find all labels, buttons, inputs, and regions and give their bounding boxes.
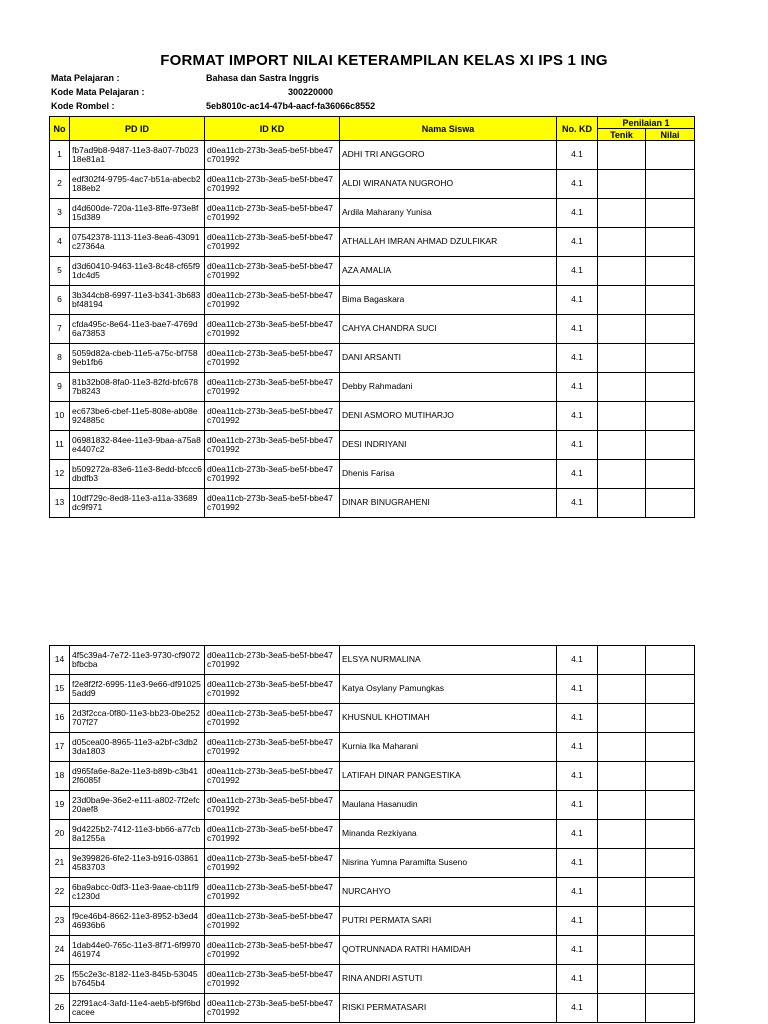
header-nilai: Nilai (646, 129, 695, 141)
row-pd-id: 23d0ba9e-36e2-e111-a802-7f2efc20aef8 (70, 791, 205, 820)
row-no-kd: 4.1 (557, 431, 598, 460)
row-pd-id: 06981832-84ee-11e3-9baa-a75a8e4407c2 (70, 431, 205, 460)
row-no-kd: 4.1 (557, 141, 598, 170)
row-nama-siswa: AZA AMALIA (340, 257, 557, 286)
row-nilai[interactable] (646, 733, 695, 762)
row-no: 13 (50, 489, 70, 518)
row-teknik[interactable] (598, 170, 646, 199)
row-pd-id: edf302f4-9795-4ac7-b51a-abecb2188eb2 (70, 170, 205, 199)
row-nama-siswa: RINA ANDRI ASTUTI (340, 965, 557, 994)
row-pd-id: d965fa6e-8a2e-11e3-b89b-c3b412f6085f (70, 762, 205, 791)
row-teknik[interactable] (598, 849, 646, 878)
row-nama-siswa: ATHALLAH IMRAN AHMAD DZULFIKAR (340, 228, 557, 257)
row-pd-id: 9e399826-6fe2-11e3-b916-038614583703 (70, 849, 205, 878)
row-teknik[interactable] (598, 344, 646, 373)
row-id-kd: d0ea11cb-273b-3ea5-be5f-bbe47c701992 (205, 646, 340, 675)
row-id-kd: d0ea11cb-273b-3ea5-be5f-bbe47c701992 (205, 733, 340, 762)
row-nilai[interactable] (646, 315, 695, 344)
row-no-kd: 4.1 (557, 733, 598, 762)
header-id-kd: ID KD (205, 117, 340, 141)
row-nilai[interactable] (646, 791, 695, 820)
table-row (50, 344, 695, 373)
row-no-kd: 4.1 (557, 460, 598, 489)
row-no-kd: 4.1 (557, 936, 598, 965)
row-nilai[interactable] (646, 704, 695, 733)
row-teknik[interactable] (598, 402, 646, 431)
table-row (50, 849, 695, 878)
table-row (50, 373, 695, 402)
table-row (50, 489, 695, 518)
meta-rombel-label: Kode Rombel : (51, 101, 115, 111)
row-nilai[interactable] (646, 228, 695, 257)
meta-kode-mapel-value: 300220000 (288, 87, 334, 97)
row-pd-id: 07542378-1113-11e3-8ea6-43091c27364a (70, 228, 205, 257)
row-nama-siswa: Debby Rahmadani (340, 373, 557, 402)
row-no-kd: 4.1 (557, 315, 598, 344)
row-id-kd: d0ea11cb-273b-3ea5-be5f-bbe47c701992 (205, 849, 340, 878)
row-nama-siswa: Bima Bagaskara (340, 286, 557, 315)
row-pd-id: f9ce46b4-8662-11e3-8952-b3ed446936b6 (70, 907, 205, 936)
row-no: 15 (50, 675, 70, 704)
row-id-kd: d0ea11cb-273b-3ea5-be5f-bbe47c701992 (205, 878, 340, 907)
meta-mapel (51, 73, 651, 84)
row-no-kd: 4.1 (557, 286, 598, 315)
row-teknik[interactable] (598, 646, 646, 675)
table-row (50, 733, 695, 762)
row-pd-id: ec673be6-cbef-11e5-808e-ab08e924885c (70, 402, 205, 431)
row-id-kd: d0ea11cb-273b-3ea5-be5f-bbe47c701992 (205, 791, 340, 820)
row-no: 3 (50, 199, 70, 228)
row-no: 14 (50, 646, 70, 675)
row-pd-id: 5059d82a-cbeb-11e5-a75c-bf7589eb1fb6 (70, 344, 205, 373)
table-row (50, 315, 695, 344)
row-id-kd: d0ea11cb-273b-3ea5-be5f-bbe47c701992 (205, 489, 340, 518)
row-no: 26 (50, 994, 70, 1023)
row-no: 2 (50, 170, 70, 199)
row-pd-id: 22f91ac4-3afd-11e4-aeb5-bf9f6bdcacee (70, 994, 205, 1023)
row-no-kd: 4.1 (557, 849, 598, 878)
row-id-kd: d0ea11cb-273b-3ea5-be5f-bbe47c701992 (205, 141, 340, 170)
table-row (50, 199, 695, 228)
row-no: 25 (50, 965, 70, 994)
row-pd-id: b509272a-83e6-11e3-8edd-bfccc6dbdfb3 (70, 460, 205, 489)
row-no-kd: 4.1 (557, 820, 598, 849)
row-teknik[interactable] (598, 431, 646, 460)
table-row (50, 936, 695, 965)
row-no-kd: 4.1 (557, 170, 598, 199)
meta-rombel (51, 101, 651, 112)
row-nama-siswa: PUTRI PERMATA SARI (340, 907, 557, 936)
row-nilai[interactable] (646, 431, 695, 460)
meta-kode-mapel (51, 87, 651, 98)
row-nilai[interactable] (646, 257, 695, 286)
row-nama-siswa: QOTRUNNADA RATRI HAMIDAH (340, 936, 557, 965)
row-id-kd: d0ea11cb-273b-3ea5-be5f-bbe47c701992 (205, 704, 340, 733)
row-pd-id: 1dab44e0-765c-11e3-8f71-6f9970461974 (70, 936, 205, 965)
meta-kode-mapel-label: Kode Mata Pelajaran : (51, 87, 145, 97)
row-nilai[interactable] (646, 646, 695, 675)
row-teknik[interactable] (598, 791, 646, 820)
table-row (50, 141, 695, 170)
row-id-kd: d0ea11cb-273b-3ea5-be5f-bbe47c701992 (205, 228, 340, 257)
table-row (50, 994, 695, 1023)
row-teknik[interactable] (598, 936, 646, 965)
row-pd-id: 3b344cb8-6997-11e3-b341-3b683bf48194 (70, 286, 205, 315)
row-nama-siswa: Maulana Hasanudin (340, 791, 557, 820)
row-no-kd: 4.1 (557, 489, 598, 518)
row-no-kd: 4.1 (557, 791, 598, 820)
row-no: 17 (50, 733, 70, 762)
row-no: 11 (50, 431, 70, 460)
row-no: 20 (50, 820, 70, 849)
row-nilai[interactable] (646, 762, 695, 791)
row-no: 16 (50, 704, 70, 733)
row-teknik[interactable] (598, 733, 646, 762)
row-nilai[interactable] (646, 141, 695, 170)
row-id-kd: d0ea11cb-273b-3ea5-be5f-bbe47c701992 (205, 460, 340, 489)
row-pd-id: 10df729c-8ed8-11e3-a11a-33689dc9f971 (70, 489, 205, 518)
row-no: 21 (50, 849, 70, 878)
table-row (50, 646, 695, 675)
row-no: 10 (50, 402, 70, 431)
page-title: FORMAT IMPORT NILAI KETERAMPILAN KELAS XI IPS 1 ING (160, 52, 608, 69)
row-nama-siswa: KHUSNUL KHOTIMAH (340, 704, 557, 733)
row-no-kd: 4.1 (557, 199, 598, 228)
row-teknik[interactable] (598, 228, 646, 257)
row-teknik[interactable] (598, 675, 646, 704)
meta-rombel-value: 5eb8010c-ac14-47b4-aacf-fa36066c8552 (206, 101, 376, 111)
row-nama-siswa: Minanda Rezkiyana (340, 820, 557, 849)
row-nama-siswa: Kurnia Ika Maharani (340, 733, 557, 762)
row-nilai[interactable] (646, 373, 695, 402)
row-teknik[interactable] (598, 286, 646, 315)
row-no-kd: 4.1 (557, 704, 598, 733)
row-pd-id: 4f5c39a4-7e72-11e3-9730-cf9072bfbcba (70, 646, 205, 675)
table-row (50, 878, 695, 907)
row-no: 8 (50, 344, 70, 373)
row-no: 7 (50, 315, 70, 344)
row-nama-siswa: ADHI TRI ANGGORO (340, 141, 557, 170)
row-teknik[interactable] (598, 907, 646, 936)
row-pd-id: f2e8f2f2-6995-11e3-9e66-df910255add9 (70, 675, 205, 704)
row-nilai[interactable] (646, 286, 695, 315)
row-nama-siswa: DESI INDRIYANI (340, 431, 557, 460)
row-nilai[interactable] (646, 675, 695, 704)
table-row (50, 704, 695, 733)
row-no-kd: 4.1 (557, 994, 598, 1023)
row-nama-siswa: RISKI PERMATASARI (340, 994, 557, 1023)
row-no: 5 (50, 257, 70, 286)
grades-table-page-1 (49, 116, 695, 518)
row-nama-siswa: ELSYA NURMALINA (340, 646, 557, 675)
row-id-kd: d0ea11cb-273b-3ea5-be5f-bbe47c701992 (205, 373, 340, 402)
row-no: 4 (50, 228, 70, 257)
row-teknik[interactable] (598, 315, 646, 344)
row-pd-id: 81b32b08-8fa0-11e3-82fd-bfc6787b8243 (70, 373, 205, 402)
table-row (50, 791, 695, 820)
row-pd-id: fb7ad9b8-9487-11e3-8a07-7b02318e81a1 (70, 141, 205, 170)
row-nilai[interactable] (646, 170, 695, 199)
row-teknik[interactable] (598, 489, 646, 518)
row-teknik[interactable] (598, 199, 646, 228)
row-pd-id: cfda495c-8e64-11e3-bae7-4769d6a73853 (70, 315, 205, 344)
row-id-kd: d0ea11cb-273b-3ea5-be5f-bbe47c701992 (205, 820, 340, 849)
row-id-kd: d0ea11cb-273b-3ea5-be5f-bbe47c701992 (205, 286, 340, 315)
row-nilai[interactable] (646, 936, 695, 965)
row-id-kd: d0ea11cb-273b-3ea5-be5f-bbe47c701992 (205, 762, 340, 791)
row-nama-siswa: CAHYA CHANDRA SUCI (340, 315, 557, 344)
header-penilaian: Penilaian 1 (598, 117, 695, 129)
row-pd-id: 6ba9abcc-0df3-11e3-9aae-cb11f9c1230d (70, 878, 205, 907)
row-pd-id: d05cea00-8965-11e3-a2bf-c3db23da1803 (70, 733, 205, 762)
row-pd-id: f55c2e3c-8182-11e3-845b-53045b7645b4 (70, 965, 205, 994)
row-id-kd: d0ea11cb-273b-3ea5-be5f-bbe47c701992 (205, 257, 340, 286)
row-no: 24 (50, 936, 70, 965)
row-nilai[interactable] (646, 199, 695, 228)
row-nama-siswa: Dhenis Farisa (340, 460, 557, 489)
row-nama-siswa: Ardila Maharany Yunisa (340, 199, 557, 228)
row-no: 22 (50, 878, 70, 907)
row-nilai[interactable] (646, 994, 695, 1023)
row-teknik[interactable] (598, 762, 646, 791)
row-no: 18 (50, 762, 70, 791)
row-nama-siswa: Katya Osylany Pamungkas (340, 675, 557, 704)
table-row (50, 228, 695, 257)
row-no-kd: 4.1 (557, 907, 598, 936)
row-id-kd: d0ea11cb-273b-3ea5-be5f-bbe47c701992 (205, 907, 340, 936)
table-row (50, 460, 695, 489)
row-no-kd: 4.1 (557, 646, 598, 675)
row-teknik[interactable] (598, 878, 646, 907)
row-no: 19 (50, 791, 70, 820)
row-id-kd: d0ea11cb-273b-3ea5-be5f-bbe47c701992 (205, 994, 340, 1023)
row-pd-id: d3d60410-9463-11e3-8c48-cf65f91dc4d5 (70, 257, 205, 286)
table-row (50, 431, 695, 460)
table-row (50, 286, 695, 315)
row-no: 12 (50, 460, 70, 489)
row-id-kd: d0ea11cb-273b-3ea5-be5f-bbe47c701992 (205, 170, 340, 199)
row-nilai[interactable] (646, 965, 695, 994)
grades-table-page-2 (49, 645, 695, 1023)
row-nilai[interactable] (646, 820, 695, 849)
row-teknik[interactable] (598, 704, 646, 733)
row-no-kd: 4.1 (557, 762, 598, 791)
row-no-kd: 4.1 (557, 257, 598, 286)
row-teknik[interactable] (598, 373, 646, 402)
row-nama-siswa: Nisrina Yumna Paramifta Suseno (340, 849, 557, 878)
row-id-kd: d0ea11cb-273b-3ea5-be5f-bbe47c701992 (205, 199, 340, 228)
row-no-kd: 4.1 (557, 965, 598, 994)
row-nama-siswa: LATIFAH DINAR PANGESTIKA (340, 762, 557, 791)
row-id-kd: d0ea11cb-273b-3ea5-be5f-bbe47c701992 (205, 315, 340, 344)
row-nilai[interactable] (646, 344, 695, 373)
row-teknik[interactable] (598, 965, 646, 994)
header-teknik: Tenik (598, 129, 646, 141)
table-row (50, 170, 695, 199)
row-no-kd: 4.1 (557, 675, 598, 704)
row-teknik[interactable] (598, 820, 646, 849)
row-id-kd: d0ea11cb-273b-3ea5-be5f-bbe47c701992 (205, 344, 340, 373)
row-nilai[interactable] (646, 402, 695, 431)
row-nama-siswa: DANI ARSANTI (340, 344, 557, 373)
row-teknik[interactable] (598, 460, 646, 489)
row-pd-id: d4d600de-720a-11e3-8ffe-973e8f15d389 (70, 199, 205, 228)
row-id-kd: d0ea11cb-273b-3ea5-be5f-bbe47c701992 (205, 936, 340, 965)
table-row (50, 965, 695, 994)
row-nilai[interactable] (646, 489, 695, 518)
table-row (50, 402, 695, 431)
table-row (50, 675, 695, 704)
row-nilai[interactable] (646, 849, 695, 878)
row-no: 9 (50, 373, 70, 402)
row-pd-id: 2d3f2cca-0f80-11e3-bb23-0be252707f27 (70, 704, 205, 733)
row-nilai[interactable] (646, 907, 695, 936)
row-id-kd: d0ea11cb-273b-3ea5-be5f-bbe47c701992 (205, 675, 340, 704)
row-nama-siswa: ALDI WIRANATA NUGROHO (340, 170, 557, 199)
row-id-kd: d0ea11cb-273b-3ea5-be5f-bbe47c701992 (205, 402, 340, 431)
meta-mapel-label: Mata Pelajaran : (51, 73, 120, 83)
row-no-kd: 4.1 (557, 373, 598, 402)
table-row (50, 762, 695, 791)
header-pd-id: PD ID (70, 117, 205, 141)
row-teknik[interactable] (598, 994, 646, 1023)
row-no: 6 (50, 286, 70, 315)
table-row (50, 907, 695, 936)
row-nilai[interactable] (646, 460, 695, 489)
row-teknik[interactable] (598, 257, 646, 286)
row-nama-siswa: DINAR BINUGRAHENI (340, 489, 557, 518)
meta-mapel-value: Bahasa dan Sastra Inggris (206, 73, 320, 83)
row-no-kd: 4.1 (557, 344, 598, 373)
row-no-kd: 4.1 (557, 878, 598, 907)
row-id-kd: d0ea11cb-273b-3ea5-be5f-bbe47c701992 (205, 965, 340, 994)
row-nama-siswa: NURCAHYO (340, 878, 557, 907)
table-row (50, 820, 695, 849)
row-id-kd: d0ea11cb-273b-3ea5-be5f-bbe47c701992 (205, 431, 340, 460)
row-no: 23 (50, 907, 70, 936)
table-row (50, 257, 695, 286)
header-nama-siswa: Nama Siswa (340, 117, 557, 141)
row-nama-siswa: DENI ASMORO MUTIHARJO (340, 402, 557, 431)
row-pd-id: 9d4225b2-7412-11e3-bb66-a77cb8a1255a (70, 820, 205, 849)
row-no: 1 (50, 141, 70, 170)
row-no-kd: 4.1 (557, 402, 598, 431)
header-no-kd: No. KD (557, 117, 598, 141)
row-no-kd: 4.1 (557, 228, 598, 257)
row-teknik[interactable] (598, 141, 646, 170)
row-nilai[interactable] (646, 878, 695, 907)
header-no: No (50, 117, 70, 141)
